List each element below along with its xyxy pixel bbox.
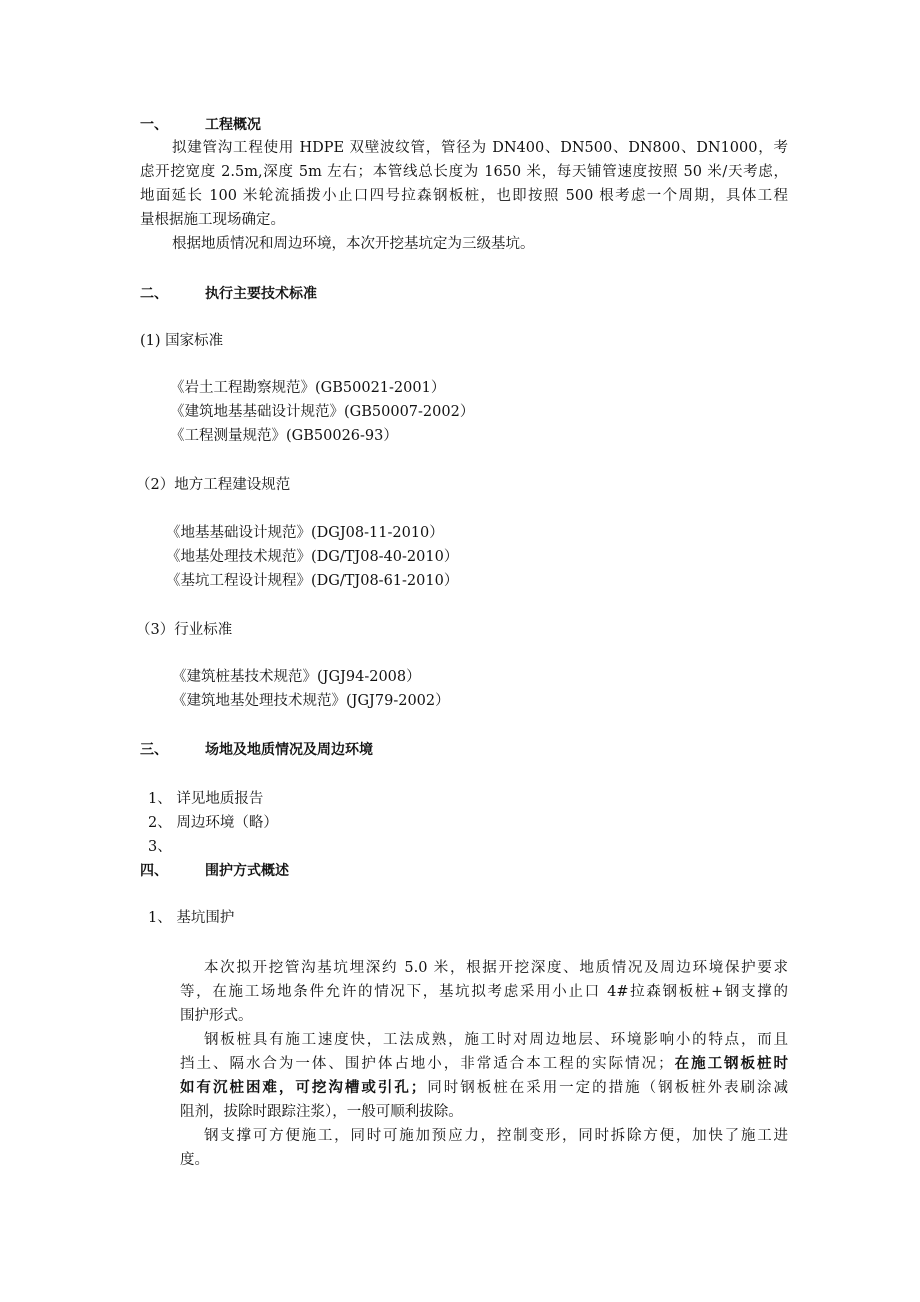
section-number: 一、 <box>140 117 168 133</box>
standard-item: 《地基处理技术规范》(DG/TJ08-40-2010） <box>166 549 459 565</box>
bold-emphasis: 在施工钢板桩时 <box>672 1056 789 1072</box>
standard-item: 《建筑桩基技术规范》(JGJ94-2008） <box>172 669 421 685</box>
standard-item: 《建筑地基基础设计规范》(GB50007-2002） <box>170 404 475 420</box>
paragraph-line: 阻剂，拔除时跟踪注浆），一般可顺利拔除。 <box>180 1104 463 1120</box>
paragraph-line <box>180 1078 788 1098</box>
section-number: 三、 <box>140 742 168 758</box>
standard-item: 《工程测量规范》(GB50026-93） <box>170 428 398 444</box>
section-title: 围护方式概述 <box>205 863 289 879</box>
paragraph-line: 钢支撑可方便施工，同时可施加预应力，控制变形，同时拆除方便，加快了施工进 <box>204 1128 788 1144</box>
list-item: 1、 详见地质报告 <box>148 791 264 807</box>
paragraph-line: 虑开挖宽度 2.5m,深度 5m 左右；本管线总长度为 1650 米，每天铺管速度按照 50 米/天考虑， <box>140 164 788 180</box>
subsection-heading: （2）地方工程建设规范 <box>136 477 291 493</box>
paragraph-line: 本次拟开挖管沟基坑埋深约 5.0 米，根据开挖深度、地质情况及周边环境保护要求 <box>204 960 788 976</box>
paragraph-text: 同时钢板桩在采用一定的措施（钢板桩外表刷涂减 <box>425 1080 789 1096</box>
paragraph-line: 度。 <box>180 1152 209 1168</box>
paragraph-line: 钢板桩具有施工速度快，工法成熟，施工时对周边地层、环境影响小的特点，而且 <box>204 1032 788 1048</box>
standard-item: 《岩土工程勘察规范》(GB50021-2001） <box>170 380 446 396</box>
paragraph-line: 围护形式。 <box>180 1008 253 1024</box>
paragraph-line: 等，在施工场地条件允许的情况下，基坑拟考虑采用小止口 4#拉森钢板桩+钢支撑的 <box>180 984 788 1000</box>
section-number: 二、 <box>140 286 168 302</box>
bold-emphasis: 如有沉桩困难，可挖沟槽或引孔； <box>180 1080 426 1096</box>
paragraph-line: 地面延长 100 米轮流插拨小止口四号拉森钢板桩，也即按照 500 根考虑一个周期，具体工程 <box>140 188 788 204</box>
paragraph-line <box>180 1054 788 1074</box>
standard-item: 《基坑工程设计规程》(DG/TJ08-61-2010） <box>166 573 459 589</box>
subsection-heading: 1、 基坑围护 <box>148 910 235 926</box>
standard-item: 《建筑地基处理技术规范》(JGJ79-2002） <box>172 693 450 709</box>
section-title: 场地及地质情况及周边环境 <box>205 742 373 758</box>
list-item: 2、 周边环境（略） <box>148 815 278 831</box>
paragraph: 根据地质情况和周边环境，本次开挖基坑定为三级基坑。 <box>172 236 535 252</box>
subsection-heading: (1) 国家标准 <box>140 333 224 349</box>
standard-item: 《地基基础设计规范》(DGJ08-11-2010） <box>166 525 444 541</box>
paragraph-line: 量根据施工现场确定。 <box>140 212 285 228</box>
list-item: 3、 <box>148 839 172 855</box>
paragraph-text: 挡土、隔水合为一体、围护体占地小，非常适合本工程的实际情况； <box>180 1056 673 1072</box>
section-title: 执行主要技术标准 <box>205 286 317 302</box>
paragraph-line: 拟建管沟工程使用 HDPE 双壁波纹管，管径为 DN400、DN500、DN800、DN1000，考 <box>172 140 788 156</box>
section-number: 四、 <box>140 863 168 879</box>
section-title: 工程概况 <box>205 117 261 133</box>
subsection-heading: （3）行业标准 <box>136 622 233 638</box>
